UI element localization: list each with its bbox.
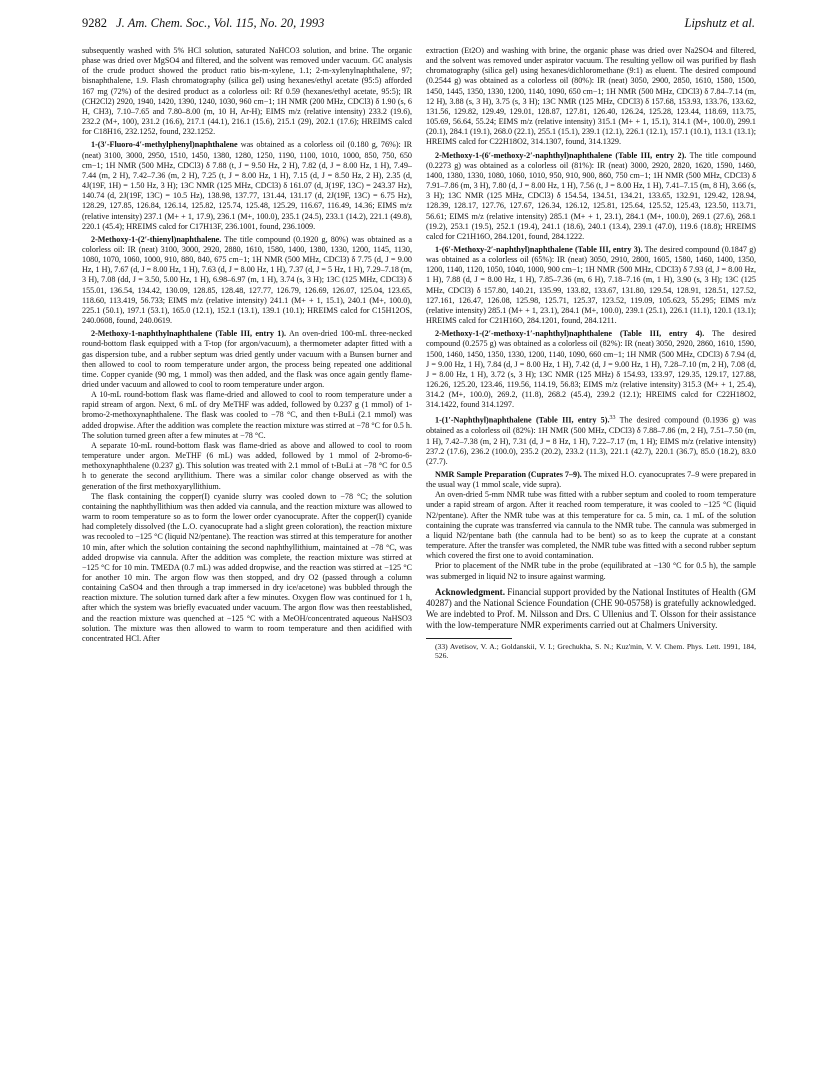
compound-paragraph — [426, 329, 756, 410]
body-paragraph — [82, 390, 412, 441]
compound-title: 2-Methoxy-1-(2′-methoxy-1′-naphthyl)naphthalene (Table III, entry 4). — [435, 329, 705, 339]
body-paragraph — [82, 46, 412, 137]
paragraph-text: The flask containing the copper(I) cyanide slurry was cooled down to −78 °C; the solution containing the naphthyllithium was then added via cannula, and the reaction mixture was allowed to warm to room temperature so as to form the lower order cyanocuprate. After the copper(I) cyanide had completely dissolved (the L.O. cyanocuprate had a slight green coloration), the reaction mixture was recooled to −125 °C (liquid N2/pentane). The reaction was stirred at this temperature for another 10 min, after which the solution containing the second naphthyllithium, maintained at −78 °C, was added dropwise via cannula. After the addition was complete, the reaction mixture was stirred at −125 °C for 10 min. TMEDA (0.7 mL) was added dropwise, and the reaction was stirred at −125 °C for another 10 min. The argon flow was then stopped, and dry O2 (passed through a column containing CaSO4 and then through a trap immersed in dry ice/acetone) was bubbled through the reaction mixture. The solution turned dark after a few minutes. Oxygen flow was continued for 1 h, after which the system was briefly evacuated under vacuum. The argon flow was then reestablished, and the reaction mixture was quenched at −125 °C with a MeOH/concentrated aqueous NaHSO3 solution. The mixture was then allowed to warm to room temperature and then acidified with concentrated HCl. After — [82, 491, 412, 643]
body-paragraph — [426, 490, 756, 561]
compound-title: 1-(3′-Fluoro-4′-methylphenyl)naphthalene — [91, 140, 238, 150]
acknowledgment-text: Financial support provided by the National Institutes of Health (GM 40287) and the National Science Foundation (CHE 90-05758) is gratefully acknowledged. We are indebted to Prof. M. Nilsson and Drs. C Ullenius and T. Olsson for their assistance with the low-temperature NMR experiments carried out at Chalmers University. — [426, 586, 756, 631]
paragraph-text: subsequently washed with 5% HCl solution, saturated NaHCO3 solution, and brine. The organic phase was dried over MgSO4 and filtered, and the solvent was removed under vacuum. GC analysis of the crude product showed the product ratio bis-m-xylene, 1.1; 2-m-xylenylnaphthalene, 97; bisnaphthalene, 1.9. Flash chromatography (silica gel) using hexanes/ethyl acetate (95:5) afforded 167 mg (72%) of the desired product as a colorless oil: Rf 0.59 (hexanes/ethyl acetate, 95:5); IR (CH2Cl2) 2920, 1940, 1420, 1390, 1240, 1030, 960 cm−1; 1H NMR (200 MHz, CDCl3) δ 1.90 (s, 6 H, CH3), 7.10–7.65 and 7.80–8.00 (m, 10 H, Ar-H); EIMS m/z (relative intensity) 233.2 (19.6), 232.2 (M+, 100), 231.2 (16.6), 217.1 (44.1), 216.1 (15.6), 215.1 (29), 202.1 (17.6); HREIMS calcd for C18H16, 232.1252, found, 232.1252. — [82, 46, 412, 137]
paragraph-text: was obtained as a colorless oil (0.180 g, 76%): IR (neat) 3100, 3000, 2950, 1510, 1450, 1380, 1280, 1250, 1190, 1100, 1010, 1000, 850, 750, 650 cm−1; 1H NMR (500 MHz, CDCl3) δ 7.88 (t, J = 9.50 Hz, 2 H), 7.82 (d, J = 8.00 Hz, 1 H), 7.49–7.44 (m, 2 H), 7.42–7.36 (m, 2 H), 7.25 (t, J = 8.00 Hz, 1 H), 7.15 (d, J = 8.50 Hz, 2 H), 2.35 (d, 4J(19F, 1H) = 1.50 Hz, 3 H); 13C NMR (125 MHz, CDCl3) δ 161.07 (d, J(19F, 13C) = 243.37 Hz), 140.74 (d, 2J(19F, 13C) = 10.5 Hz), 138.98, 137.77, 131.44, 131.17 (d, 2J(19F, 13C) = 6.75 Hz), 128.29, 127.85, 126.84, 126.14, 125.82, 125.74, 125.48, 125.29, 116.67, 116.49, 14.36; EIMS m/z (relative intensity) 237.1 (M+ + 1, 17.9), 236.1 (M+, 100.0), 235.1 (24.5), 233.1 (14.2), 221.1 (49.8), 220.1 (45.4); HREIMS calcd for C17H13F, 236.1001, found, 236.1009. — [82, 140, 412, 231]
compound-paragraph — [426, 151, 756, 242]
paragraph-text: The desired compound (0.2575 g) was obtained as a colorless oil (82%): IR (neat) 3050, 2920, 2860, 1610, 1590, 1500, 1460, 1450, 1350, 1330, 1200, 1140, 1090, 660 cm−1; 1H NMR (500 MHz, CDCl3) δ 7.94 (d, J = 9.00 Hz, 1 H), 7.84 (d, J = 8.00 Hz, 1 H), 7.42 (d, J = 9.00 Hz, 1 H), 7.28–7.10 (m, 2 H), 7.08 (d, J = 8.00 Hz, 1 H), 3.72 (s, 3 H); 13C NMR (125 MHz) δ 154.93, 133.97, 129.35, 129.17, 127.88, 126.26, 125.20, 123.46, 119.56, 114.19, 56.83; EIMS m/z (relative intensity) 315.3 (M+ + 1, 25.4), 314.2 (M+, 100.0), 269.2, (11.8), 268.2 (45.4), 239.2 (12.1); HREIMS calcd for C22H18O2, 314.1422, found 314.1297. — [426, 329, 756, 410]
header-left — [82, 16, 324, 31]
compound-paragraph — [426, 470, 756, 490]
compound-paragraph — [82, 235, 412, 326]
compound-paragraph — [82, 329, 412, 390]
paragraph-text: The desired compound (0.1936 g) was obtained as a colorless oil (82%): 1H NMR (500 MHz, CDCl3) δ 7.88–7.86 (m, 2 H), 7.51–7.50 (m, 1 H), 7.42–7.38 (m, 2 H), 7.31 (d, J = 8 Hz, 1 H), 7.22–7.17 (m, 1 H); EIMS m/z (relative intensity) 237.2 (17.6), 236.2 (100.0), 235.2 (20.2), 233.2 (11.3), 221.1 (42.7), 220.1 (36.7), 85.0 (18.2), 83.0 (27.7). — [426, 416, 756, 466]
compound-title: 2-Methoxy-1-(2′-thienyl)naphthalene. — [91, 234, 222, 244]
right-column — [426, 46, 756, 661]
running-header — [82, 16, 755, 34]
footnote-33: (33) Avetisov, V. A.; Goldanskii, V. I.; Grechukha, S. N.; Kuz'min, V. V. Chem. Phys. Lett. 1991, 184, 526. — [435, 641, 756, 661]
body-paragraph — [82, 492, 412, 644]
footnote-divider — [426, 638, 512, 639]
compound-title: 2-Methoxy-1-(6′-methoxy-2′-naphthyl)naphthalene (Table III, entry 2). — [435, 150, 687, 160]
reference-superscript: 33 — [609, 415, 616, 422]
paragraph-text: The title compound (0.1920 g, 80%) was obtained as a colorless oil: IR (neat) 3100, 3000, 2920, 2880, 1610, 1580, 1400, 1380, 1330, 1200, 1145, 1130, 1080, 1070, 1060, 1000, 910, 880, 840, 675 cm−1; 1H NMR (500 MHz, CDCl3) δ 7.75 (d, J = 9.00 Hz, 1 H), 7.67 (d, J = 8.00 Hz, 1 H), 7.63 (d, J = 8.00 Hz, 1 H), 7.37 (d, J = 5 Hz, 1 H), 7.29–7.18 (m, 3 H), 7.08 (dd, J = 3.50, 5.00 Hz, 1 H), 6.98–6.97 (m, 1 H), 3.74 (s, 3 H); 13C (125 MHz, CDCl3) δ 155.01, 136.54, 134.42, 130.09, 128.85, 128.48, 127.77, 126.79, 126.69, 126.07, 125.04, 123.65, 118.60, 113.419, 56.733; EIMS m/z (relative intensity) 241.1 (M+ + 1, 15.1), 240.1 (M+, 100.0), 225.1 (50.1), 197.1 (53.1), 165.0 (12.1), 152.1 (13.1), 139.1 (10.1); HREIMS calcd for C15H12OS, 240.0608, found, 240.0619. — [82, 234, 412, 326]
page-number: 9282 — [82, 16, 107, 30]
compound-title: 1-(6′-Methoxy-2′-naphthyl)naphthalene (Table III, entry 3). — [435, 244, 643, 254]
paragraph-text: The desired compound (0.1847 g) was obtained as a colorless oil (65%): IR (neat) 3050, 2910, 2800, 1605, 1580, 1460, 1400, 1350, 1200, 1140, 1120, 1050, 1040, 1000, 900 cm−1; 1H NMR (500 MHz, CDCl3) δ 7.93 (d, J = 8.00 Hz, 1 H), 7.88 (d, J = 8.00 Hz, 1 H), 7.85–7.36 (m, 6 H), 7.18–7.16 (m, 1 H), 3.90 (s, 3 H); 13C (125 MHz, CDCl3) δ 157.80, 140.21, 135.99, 133.82, 133.67, 131.80, 129.54, 128.91, 128.51, 127.52, 127.161, 126.47, 126.08, 125.98, 125.71, 125.37, 123.52, 119.09, 105.623, 55.295; EIMS m/z (relative intensity) 285.1 (M+ + 1, 23.1), 284.1 (M+, 100.0), 239.1 (25.1), 226.1 (11.1), 120.1 (13.1); HREIMS calcd for C21H16O, 284.1201, found, 284.1211. — [426, 244, 756, 326]
body-paragraph — [426, 561, 756, 581]
compound-title: NMR Sample Preparation (Cuprates 7–9). — [435, 469, 582, 479]
paragraph-text: The title compound (0.2273 g) was obtained as a colorless oil (81%): IR (neat) 3000, 2920, 2820, 1620, 1590, 1460, 1400, 1380, 1330, 1080, 1060, 1010, 950, 910, 900, 860, 750 cm−1; 1H NMR (500 MHz, CDCl3) δ 7.91–7.86 (m, 3 H), 7.80 (d, J = 8.00 Hz, 1 H), 7.56 (t, J = 8.00 Hz, 1 H), 7.41–7.15 (m, 8 H), 3.66 (s, 3 H); 13C NMR (125 MHz, CDCl3) δ 154.54, 134.51, 134.21, 133.65, 132.91, 129.42, 128.94, 128.39, 128.17, 127.76, 127.67, 126.34, 126.12, 125.81, 125.64, 125.52, 125.43, 123.50, 113.71, 56.61; EIMS m/z (relative intensity) 285.1 (M+ + 1, 23.1), 284.1 (M+, 100.0), 269.1 (27.6), 268.1 (19.2), 253.1 (19.5), 252.1 (19.4), 241.1 (18.6), 240.1 (13.4), 239.1 (47.0), 119.6 (18.8); HREIMS calcd for C21H16O, 284.1201, found, 284.1222. — [426, 150, 757, 241]
author-running-head: Lipshutz et al. — [684, 16, 755, 30]
paragraph-text: An oven-dried 100-mL three-necked round-bottom flask equipped with a T-top (for argon/vacuum), a thermometer adapter fitted with a gas dispersion tube, and a rubber septum was dried gently under vacuum with a Bunsen burner and then allowed to cool to room temperature under argon, the process being repeated one additional time. Copper cyanide (90 mg, 1 mmol) was then added, and the flask was once again gently flame-dried under vacuum and allowed to cool to room temperature under argon. — [82, 329, 412, 389]
body-paragraph — [426, 46, 756, 148]
paragraph-text: The mixed H.O. cyanocuprates 7–9 were prepared in the usual way (1 mmol scale, vide supra). — [426, 469, 756, 490]
left-column — [82, 46, 412, 644]
paragraph-text: A separate 10-mL round-bottom flask was flame-dried as above and allowed to cool to room temperature under argon. MeTHF (6 mL) was added, followed by 1 mmol of 2-bromo-6-methoxynaphthalene (0.237 g). This solution was treated with 2.1 mmol of t-BuLi at −78 °C for 0.5 h to generate the second aryllithium. There was a similar color change observed as with the generation of the first methoxyaryllithium. — [82, 440, 412, 491]
compound-paragraph — [426, 413, 756, 467]
paragraph-text: A 10-mL round-bottom flask was flame-dried and allowed to cool to room temperature under a rapid stream of argon. Next, 6 mL of dry MeTHF was added, followed by 0.237 g (1 mmol) of 1-bromo-2-methoxynaphthalene. The flask was cooled to −78 °C, and then t-BuLi (2.1 mmol) was added dropwise. After the addition was complete the reaction mixture was stirred at −78 °C for 0.5 h. The solution turned green after a few minutes at −78 °C. — [82, 390, 412, 440]
paragraph-text: An oven-dried 5-mm NMR tube was fitted with a rubber septum and cooled to room temperature under a rapid stream of argon. After it reached room temperature, it was cooled to −125 °C (liquid N2/pentane). After the NMR tube was at this temperature for ca. 5 min, ca. 1 mL of the solution containing the cuprate was transferred via cannula to the NMR tube. The cannula was submerged in a liquid N2/pentane bath (the cannula had to be bent) so as to keep the cuprate at a constant temperature. After the transfer was completed, the NMR tube was fitted with a second rubber septum which covered the first one to avoid contamination. — [426, 490, 756, 561]
right-column-body — [426, 46, 756, 582]
acknowledgment-heading: Acknowledgment. — [435, 586, 505, 597]
journal-citation: J. Am. Chem. Soc., Vol. 115, No. 20, 1993 — [116, 16, 325, 30]
acknowledgment-paragraph — [426, 587, 756, 632]
compound-title: 2-Methoxy-1-naphthylnaphthalene (Table III, entry 1). — [91, 329, 287, 339]
compound-paragraph — [82, 140, 412, 231]
body-paragraph — [82, 441, 412, 492]
paragraph-text: extraction (Et2O) and washing with brine, the organic phase was dried over Na2SO4 and filtered, and the solvent was removed under aspirator vacuum. The resulting yellow oil was purified by flash chromatography (silica gel) using hexanes/dichloromethane (9:1) as eluent. The desired compound (0.2544 g) was obtained as a colorless oil (80%): IR (neat) 3050, 2900, 2850, 1610, 1580, 1500, 1450, 1445, 1350, 1330, 1200, 1140, 1090, 650 cm−1; 1H NMR (500 MHz, CDCl3) δ 7.84–7.14 (m, 12 H), 3.88 (s, 3 H), 3.75 (s, 3 H); 13C NMR (125 MHz, CDCl3) δ 157.68, 153.93, 133.76, 133.62, 131.56, 129.82, 129.49, 129.01, 128.87, 127.81, 126.40, 126.24, 125.28, 123.44, 118.69, 113.75, 105.69, 56.64, 55.24; EIMS m/z (relative intensity) 315.1 (M+ + 1, 15.1), 314.1 (M+, 100.0), 299.1 (20.1), 284.1 (19.1), 268.0 (22.1), 255.1 (15.1), 239.1 (12.1), 226.1 (12.1), 157.1 (10.1), 113.1 (13.1); HREIMS calcd for C22H18O2, 314.1307, found, 314.1329. — [426, 46, 756, 147]
compound-paragraph — [426, 245, 756, 326]
paragraph-text: Prior to placement of the NMR tube in the probe (equilibrated at −130 °C for 0.5 h), the sample was submerged in liquid N2 to insure against warming. — [426, 561, 756, 581]
compound-title: 1-(1′-Naphthyl)naphthalene (Table III, entry 5). — [435, 416, 610, 426]
